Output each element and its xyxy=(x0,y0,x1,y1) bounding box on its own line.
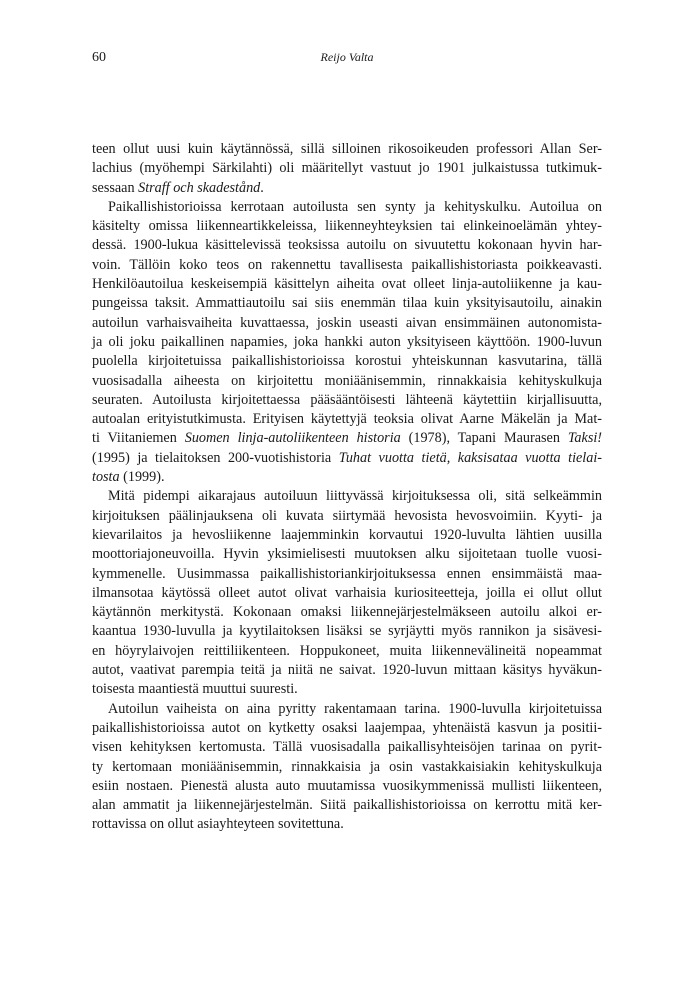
text-segment: sessaan xyxy=(92,179,139,196)
text-line xyxy=(92,661,602,680)
text-segment: ilmansotaa käytössä olleet autot olivat varhaisia kuriositeetteja, joilla ei ollut ollut xyxy=(92,584,602,601)
text-segment: visen kehityksen kertomusta. Tällä vuosisadalla paikallisyhteisöjen tarinaa on pyrit- xyxy=(92,739,602,756)
text-line xyxy=(92,179,602,198)
italic-title: tosta xyxy=(92,469,120,486)
text-line xyxy=(92,217,602,236)
text-line xyxy=(92,294,602,313)
text-line xyxy=(92,333,602,352)
text-segment: ti Viitaniemen xyxy=(92,430,185,447)
text-segment: Paikallishistorioissa kerrotaan autoilusta sen synty ja kehityskulku. Autoilua on xyxy=(108,198,602,215)
text-line xyxy=(92,159,602,178)
text-segment: Mitä pidempi aikarajaus autoiluun liittyvässä kirjoituksessa oli, sitä selkeämmin xyxy=(108,488,602,505)
text-line xyxy=(92,777,602,796)
text-segment: seuraten. Autoilusta kirjoitettaessa pääsääntöisesti lähteenä käytettiin kirjallisuutta, xyxy=(92,391,602,408)
text-segment: dessä. 1900-lukua käsittelevissä teoksissa autoilu on sivuutettu kokonaan hyvin har- xyxy=(92,237,602,254)
running-head xyxy=(92,50,602,70)
text-segment: (1999). xyxy=(119,469,165,486)
text-segment: alan ammatit ja liikennejärjestelmän. Siitä paikallishistorioissa on kerrottu mitä ker- xyxy=(92,797,602,814)
text-line xyxy=(92,507,602,526)
body-text xyxy=(92,140,602,835)
text-line xyxy=(92,449,602,468)
text-line xyxy=(92,526,602,545)
text-segment: vuosisadalla aiheesta on kirjoitettu moniäänisemmin, rinnakkaisia kehityskulkuja xyxy=(92,372,602,389)
text-line xyxy=(92,584,602,603)
text-line xyxy=(92,719,602,738)
text-segment: lachius (myöhempi Särkilahti) oli määritellyt vastuut jo 1901 julkaistussa tutkimuk- xyxy=(92,160,602,177)
text-line xyxy=(92,796,602,815)
text-segment: autoalan erityistutkimusta. Erityisen käytettyjä teoksia olivat Aarne Mäkelän ja Mat- xyxy=(92,411,602,428)
text-segment: ja oli joku paikallinen napamies, joka hankki auton yksityiseen käyttöön. 1900-luvun xyxy=(92,333,602,350)
text-segment: kirjoituksen päälinjauksena oli kuvata siirtymää hevosista hevosvoimiin. Kyyti- ja xyxy=(92,507,602,524)
text-segment: autot, vaativat parempia teitä ja niitä ne saivat. 1920-luvun mittaan käsitys hyväkun- xyxy=(92,662,602,679)
text-segment: käytännön merkitystä. Kokonaan omaksi liikennejärjestelmäkseen autoilu alkoi er- xyxy=(92,604,602,621)
text-line xyxy=(92,738,602,757)
text-segment: pungeissa taksit. Ammattiautoilu sai siis enemmän tilaa kuin yksityisautoilu, ainakin xyxy=(92,295,602,312)
italic-title: Tuhat vuotta tietä, kaksisataa vuotta tielai- xyxy=(338,449,603,466)
text-line xyxy=(92,429,602,448)
text-line xyxy=(92,622,602,641)
text-segment: (1995) ja tielaitoksen 200-vuotishistoria xyxy=(92,449,339,466)
text-line xyxy=(92,545,602,564)
text-segment: kymmenelle. Uusimmassa paikallishistoriankirjoituksessa ennen ensimmäistä maa- xyxy=(92,565,602,582)
text-segment: puolella kirjoitetuissa paikallishistorioissa korostui yhteiskunnan kasvutarina, tällä xyxy=(92,353,602,370)
text-line xyxy=(92,275,602,294)
text-segment: teen ollut uusi kuin käytännössä, sillä silloinen rikosoikeuden professori Allan Ser- xyxy=(92,141,602,157)
text-segment: Autoilun vaiheista on aina pyritty rakentamaan tarina. 1900-luvulla kirjoitetuissa xyxy=(108,700,602,717)
text-line xyxy=(92,680,602,699)
text-segment: autoilun varhaisvaiheita kuvattaessa, joskin useasti aivan ensimmäinen autonomista- xyxy=(92,314,602,331)
text-line xyxy=(92,236,602,255)
text-line xyxy=(92,758,602,777)
text-line xyxy=(92,140,602,159)
text-line xyxy=(92,468,602,487)
text-line xyxy=(92,372,602,391)
text-segment: (1978), Tapani Maurasen xyxy=(400,430,568,447)
text-line xyxy=(92,603,602,622)
text-segment: en höyrylaivojen reittiliikenteen. Hoppukoneet, muita liikennevälineitä nopeammat xyxy=(92,642,602,659)
text-segment: paikallishistorioissa autot on kytketty osaksi laajempaa, yhtenäistä kasvun ja positii- xyxy=(92,719,602,736)
text-line xyxy=(92,314,602,333)
text-line xyxy=(92,487,602,506)
text-segment: esiin nostaen. Pienestä alusta auto muutamissa vuosikymmenissä mullisti liikenteen, xyxy=(92,777,602,794)
text-line xyxy=(92,198,602,217)
italic-title: Taksi! xyxy=(567,430,603,447)
text-line xyxy=(92,642,602,661)
text-segment: voin. Tällöin koko teos on rakennettu tavallisesta paikallishistoriasta poikkeavasti. xyxy=(92,256,602,273)
text-line xyxy=(92,256,602,275)
text-segment: . xyxy=(260,179,264,196)
italic-title: Straff och skadestånd xyxy=(138,179,261,196)
text-segment: kaantua 1930-luvulla ja kyytilaitoksen lisäksi se syrjäytti myös rannikon ja sisävesi- xyxy=(92,623,602,640)
running-head-author: Reijo Valta xyxy=(320,50,374,64)
text-line xyxy=(92,700,602,719)
text-line xyxy=(92,565,602,584)
text-line xyxy=(92,391,602,410)
text-segment: ty kertomaan moniäänisemmin, rinnakkaisia ja osin vastakkaisiakin kehityskulkuja xyxy=(92,758,602,775)
text-segment: käsitelty omissa liikenneartikkeleissa, liikenneyhteyksien tai elinkeinoelämän yhtey- xyxy=(92,218,602,235)
italic-title: Suomen linja-autoliikenteen historia xyxy=(184,430,401,447)
text-segment: Henkilöautoilua keskeisempiä käsittelyn aiheita ovat olleet linja-autoliikenne ja kau- xyxy=(92,276,602,293)
text-segment: rottavissa on ollut asiayhteyteen sovitettuna. xyxy=(92,816,344,833)
text-line xyxy=(92,352,602,371)
page-number: 60 xyxy=(92,50,106,65)
text-line xyxy=(92,815,602,834)
text-segment: kievarilaitos ja hevosliikenne laajemminkin korvautui 1920-luvulta lähtien uusilla xyxy=(92,526,602,543)
text-segment: toisesta maantiestä muuttui suuresti. xyxy=(92,681,298,698)
text-segment: moottoriajoneuvoilla. Hyvin yksimielisesti muutoksen alku sijoitetaan tuolle vuosi- xyxy=(92,546,602,563)
text-line xyxy=(92,410,602,429)
